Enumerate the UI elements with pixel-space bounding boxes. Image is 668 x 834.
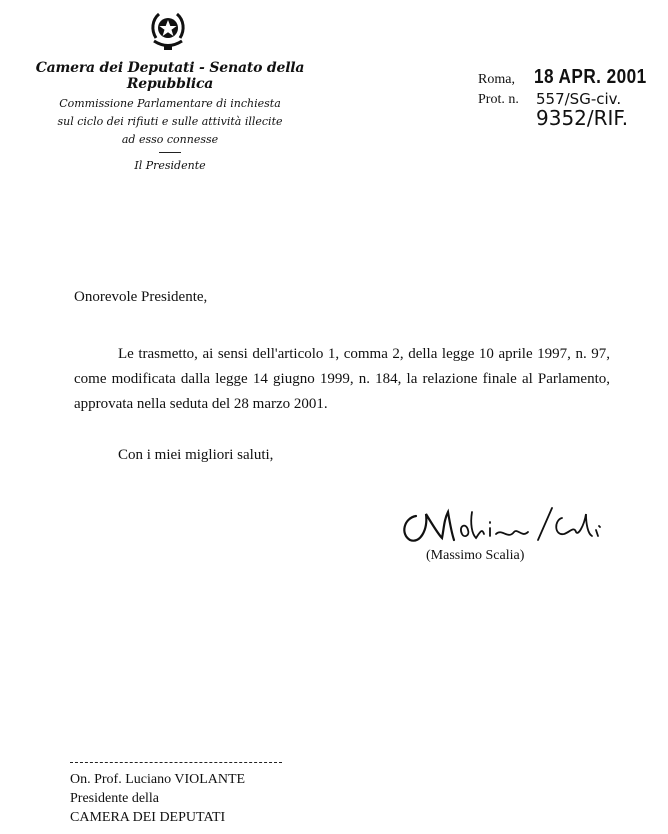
letterhead-divider (159, 152, 181, 153)
handwritten-signature (398, 500, 612, 548)
commission-subject: sul ciclo dei rifiuti e sulle attività illecite (57, 115, 283, 128)
protocol-number: 557/SG-civ. (536, 90, 622, 108)
recipient-institution: CAMERA DEI DEPUTATI (70, 810, 226, 825)
recipient-name: On. Prof. Luciano VIOLANTE (70, 772, 246, 787)
letterhead (10, 60, 330, 172)
salutation: Onorevole Presidente, (74, 289, 208, 305)
body-paragraph: Le trasmetto, ai sensi dell'articolo 1, comma 2, della legge 10 aprile 1997, n. 97, come modificata dalla legge 14 giugno 1999, n. 184, la relazione finale al Parlamento, approvata nella seduta del 28 marzo 2001. (74, 346, 610, 412)
place-label: Roma, (478, 72, 515, 87)
letterhead-title: Camera dei Deputati - Senato della Repubblica (35, 60, 305, 92)
recipient-role: Presidente della (70, 791, 160, 806)
office-title: Il Presidente (134, 159, 206, 172)
registry-number: 9352/RIF. (536, 106, 629, 130)
protocol-label: Prot. n. (478, 92, 519, 107)
footer-divider (70, 762, 282, 763)
signer-name: (Massimo Scalia) (426, 548, 525, 563)
closing: Con i miei migliori saluti, (118, 447, 274, 463)
commission-subject-cont: ad esso connesse (121, 133, 219, 146)
commission-name: Commissione Parlamentare di inchiesta (59, 97, 281, 110)
recipient-block (70, 770, 245, 827)
date-stamp: 18 APR. 2001 (534, 66, 647, 88)
republic-emblem-icon (148, 8, 188, 52)
letter-body (74, 285, 610, 468)
